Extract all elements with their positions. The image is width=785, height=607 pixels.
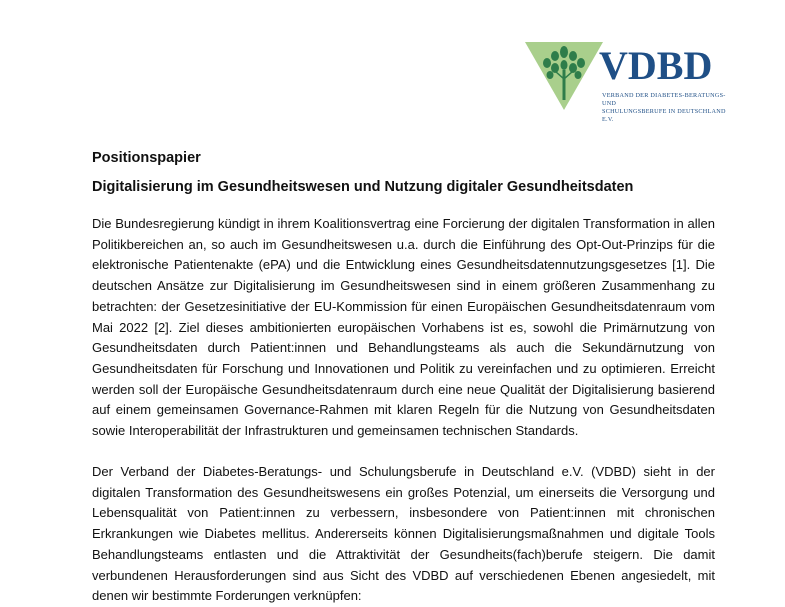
logo-subtitle-line-2: SCHULUNGSBERUFE IN DEUTSCHLAND E.V. (602, 108, 726, 123)
logo-subtitle (602, 92, 727, 124)
document-type-heading: Positionspapier (92, 150, 201, 166)
document-title: Digitalisierung im Gesundheitswesen und Nutzung digitaler Gesundheitsdaten (92, 179, 634, 195)
logo-subtitle-line-1: VERBAND DER DIABETES-BERATUNGS- UND (602, 92, 726, 107)
vdbd-logo (525, 40, 726, 123)
paragraph-intro: Die Bundesregierung kündigt in ihrem Koalitionsvertrag eine Forcierung der digitalen Transformation in allen Politikbereichen an, so auch im Gesundheitswesen u.a. durch die Einführung des Opt-Out-Prinzips für die elektronische Patientenakte (ePA) und die Entwicklung eines Gesundheitsdatennutzungsgesetzes [1]. Die deutschen Ansätze zur Digitalisierung im Gesundheitswesen sind in einem größeren Zusammenhang zu betrachten: der Gesetzesinitiative der EU-Kommission für einen Europäischen Gesundheitsdatenraum vom Mai 2022 [2]. Ziel dieses ambitionierten europäischen Vorhabens ist es, sowohl die Primärnutzung von Gesundheitsdaten durch Patient:innen und Behandlungsteams als auch die Sekundärnutzung von Gesundheitsdaten für Forschung und Innovationen und Politik zu vereinfachen und zu optimieren. Erreicht werden soll der Europäische Gesundheitsdatenraum durch eine neue Qualität der Digitalisierung basierend auf einem gemeinsamen Governance-Rahmen mit klaren Regeln für die Nutzung von Gesundheitsdaten sowie Interoperabilität der Infrastrukturen und gemeinsamen technischen Standards. (92, 216, 715, 439)
logo-wordmark: VDBD (599, 43, 713, 88)
tree-triangle-emblem (525, 40, 605, 112)
paragraph-vdbd-position: Der Verband der Diabetes-Beratungs- und Schulungsberufe in Deutschland e.V. (VDBD) sieht in der digitalen Transformation des Gesundheitswesens ein großes Potenzial, um einerseits die Versorgung und Lebensqualität von Patient:innen zu verbessern, insbesondere von Patient:innen mit chronischen Erkrankungen wie Diabetes mellitus. Andererseits können Digitalisierungsmaßnahmen und digitale Tools Behandlungsteams entlasten und die Attraktivität der Gesundheits(fach)berufe steigern. Die damit verbundenen Herausforderungen sind aus Sicht des VDBD auf verschiedenen Ebenen angesiedelt, mit denen wir bestimmte Forderungen verknüpfen: (92, 464, 715, 604)
